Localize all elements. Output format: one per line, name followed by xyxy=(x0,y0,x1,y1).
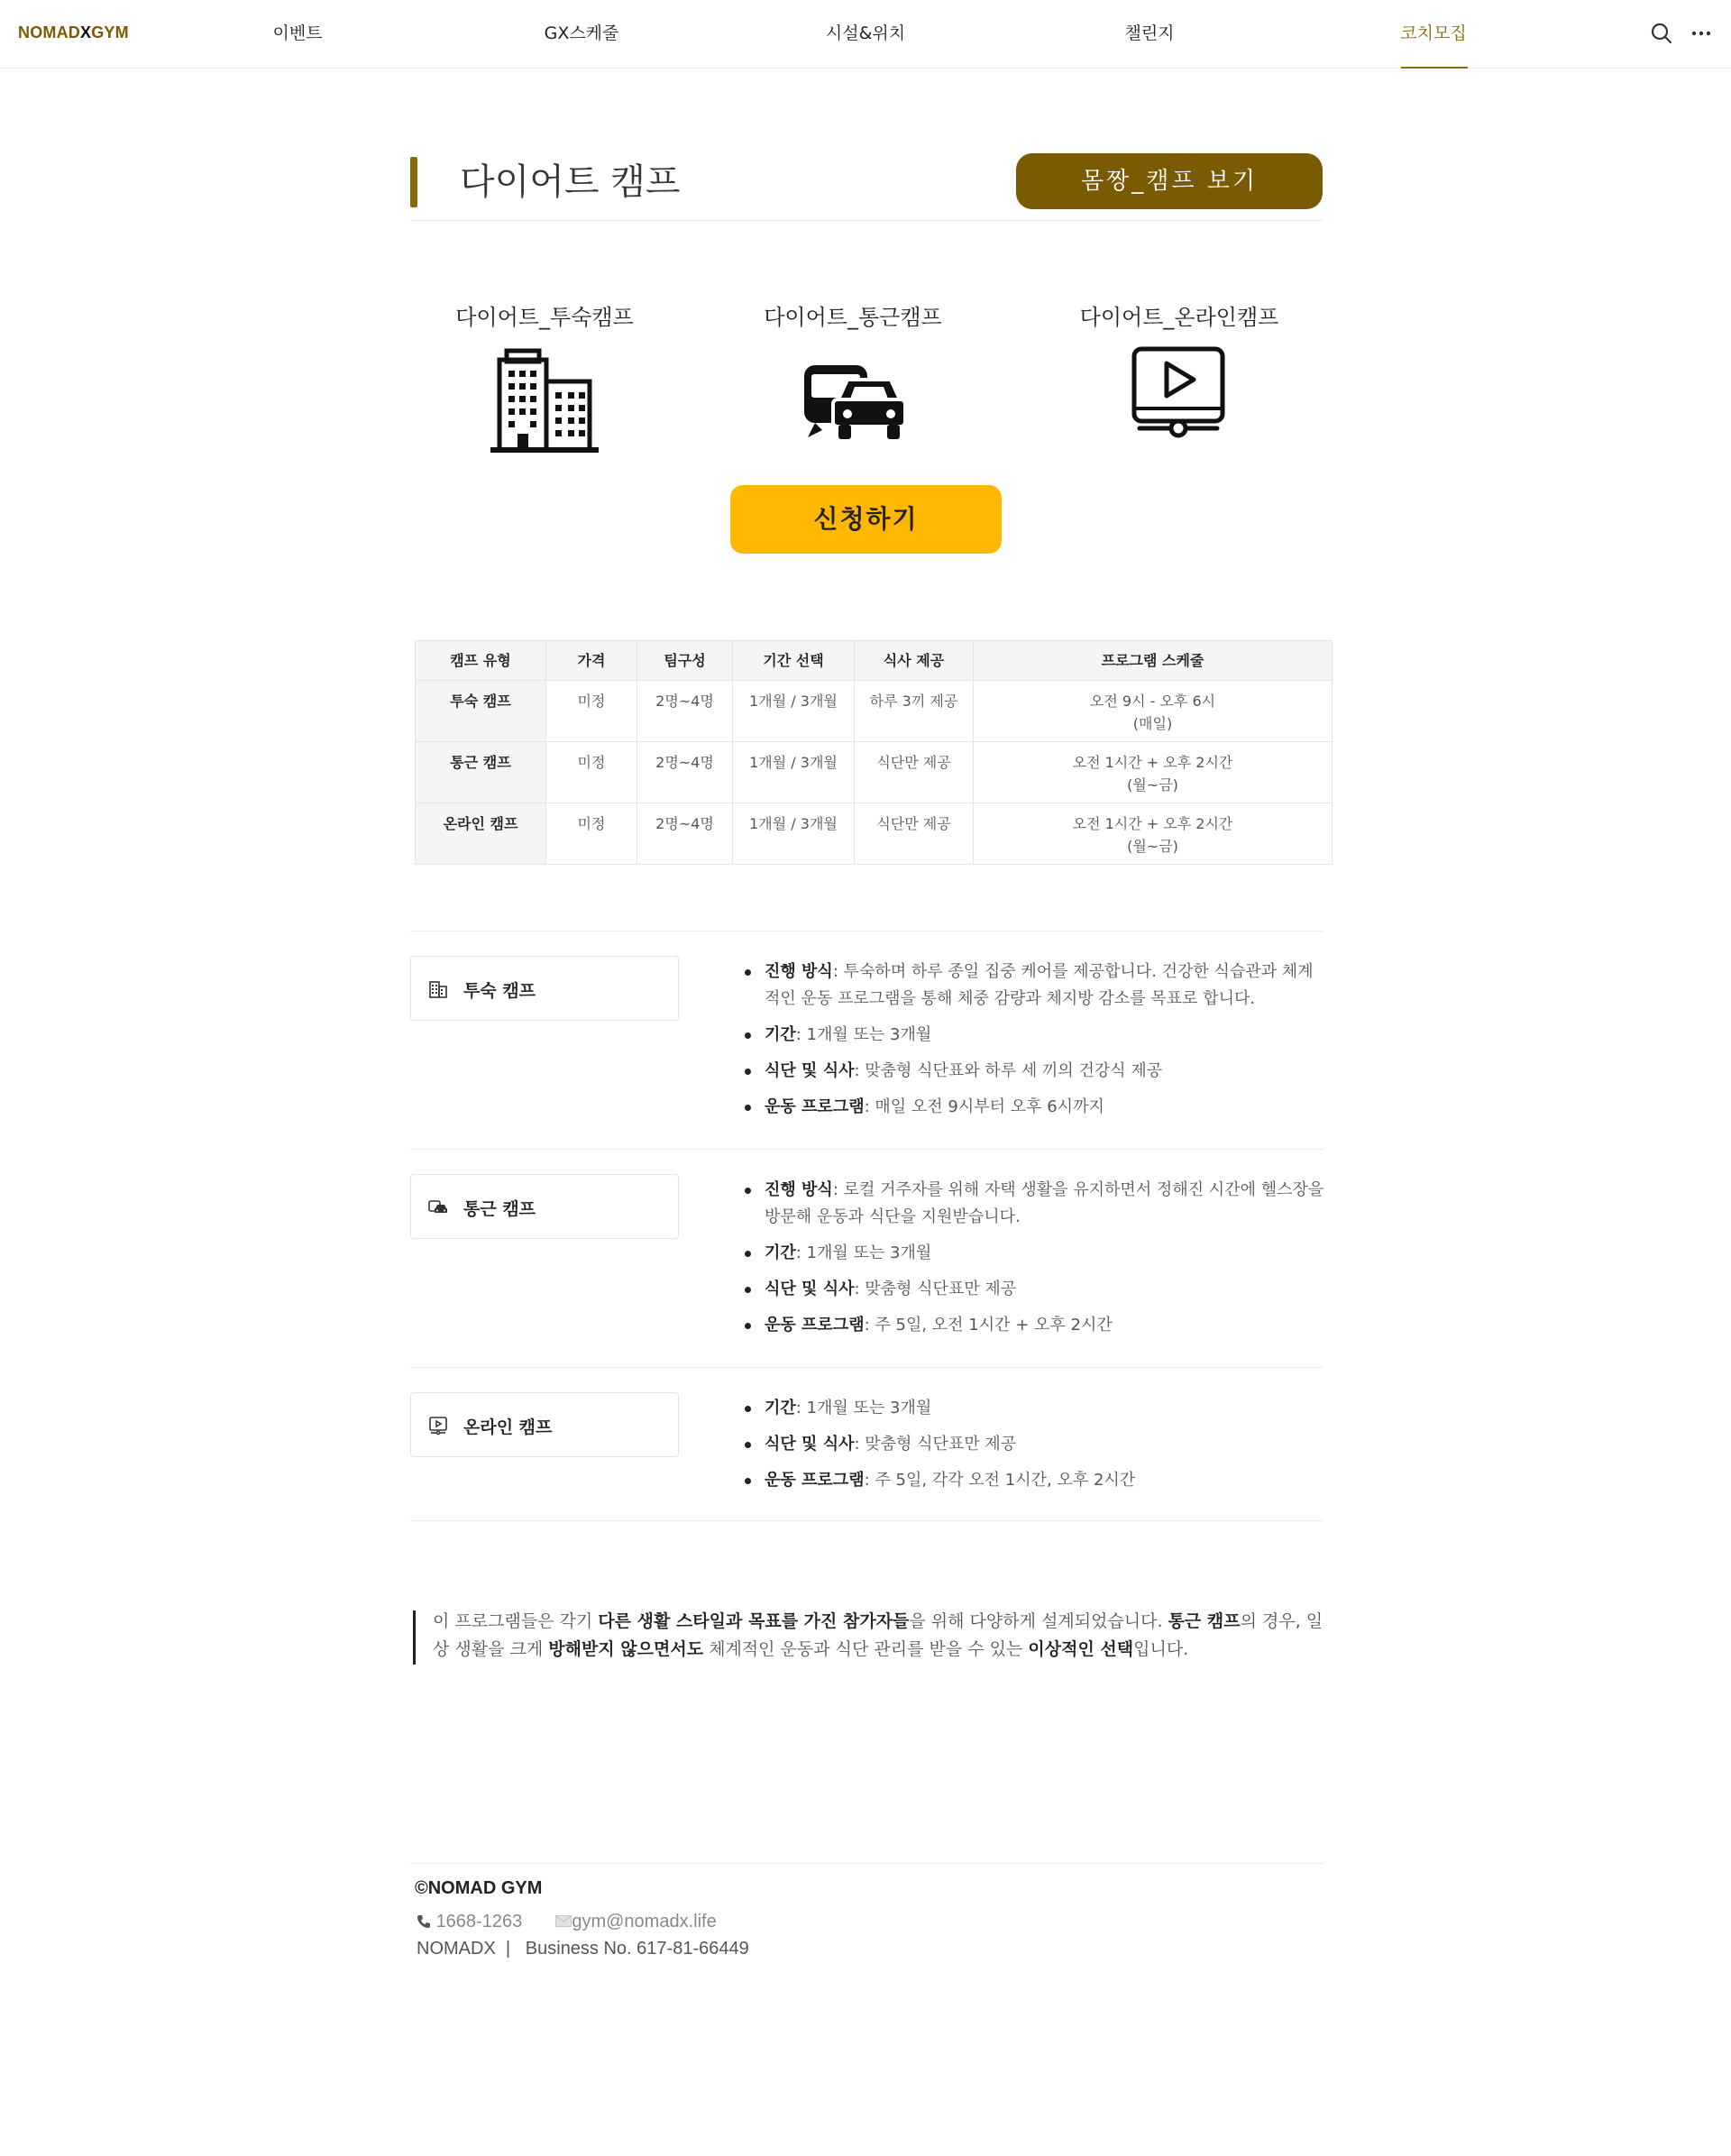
mail-icon xyxy=(555,1915,572,1927)
list-item xyxy=(741,959,1327,1013)
table-header: 캠프 유형 xyxy=(416,641,546,681)
section-divider xyxy=(410,1367,1323,1368)
schedule-line: 오전 1시간 + 오후 2시간 xyxy=(1072,754,1233,771)
active-tab-indicator xyxy=(1401,67,1468,69)
nav-label: GX스케줄 xyxy=(544,23,619,43)
table-cell xyxy=(974,681,1333,742)
table-cell: 통근 캠프 xyxy=(416,742,546,803)
section-divider xyxy=(410,1149,1323,1150)
list-item xyxy=(741,1240,1327,1267)
logo[interactable] xyxy=(18,23,129,42)
table-cell: 온라인 캠프 xyxy=(416,803,546,865)
item-value: : 맞춤형 식단표만 제공 xyxy=(854,1435,1017,1454)
table-header: 식사 제공 xyxy=(855,641,974,681)
nav-gx-schedule[interactable] xyxy=(446,20,717,69)
building-icon xyxy=(427,978,449,1000)
commute-icon xyxy=(427,1197,449,1218)
nav-coach-recruit[interactable] xyxy=(1298,20,1569,69)
detail-list-online xyxy=(741,1395,1327,1503)
table-cell: 투숙 캠프 xyxy=(416,681,546,742)
nav-facility-location[interactable] xyxy=(730,20,1001,69)
schedule-line: 오전 1시간 + 오후 2시간 xyxy=(1072,815,1233,832)
list-item xyxy=(741,1312,1327,1339)
nav-challenge[interactable] xyxy=(1014,20,1285,69)
item-value: : 맞춤형 식단표만 제공 xyxy=(854,1280,1017,1298)
item-key: 기간 xyxy=(765,1243,796,1262)
detail-toggle-online[interactable] xyxy=(410,1392,679,1457)
section-divider xyxy=(410,1520,1323,1521)
footer-contact xyxy=(417,1912,717,1932)
item-key: 진행 방식 xyxy=(765,962,833,981)
table-cell: 미정 xyxy=(546,681,637,742)
logo-part-gym: GYM xyxy=(91,23,129,41)
online-video-icon xyxy=(427,1415,449,1436)
table-cell: 1개월 / 3개월 xyxy=(733,803,855,865)
detail-toggle-stay[interactable] xyxy=(410,956,679,1021)
camp-card-stay[interactable] xyxy=(409,299,680,455)
list-item xyxy=(741,1177,1327,1231)
apply-button[interactable]: 신청하기 xyxy=(730,485,1002,554)
camp-label: 다이어트_통근캠프 xyxy=(764,305,942,330)
nav-label: 코치모집 xyxy=(1400,23,1467,43)
detail-list-commute xyxy=(741,1177,1327,1348)
logo-part-nomad: NOMAD xyxy=(18,23,80,41)
schedule-line: (월~금) xyxy=(1127,838,1178,855)
quote-bold: 통근 캠프 xyxy=(1168,1611,1241,1631)
table-cell: 미정 xyxy=(546,742,637,803)
table-cell: 식단만 제공 xyxy=(855,803,974,865)
camp-card-online[interactable] xyxy=(1044,299,1314,455)
nav-label: 시설&위치 xyxy=(825,23,906,43)
quote-text: 의 경우, 일상 생활을 크게 xyxy=(433,1611,1323,1659)
list-item xyxy=(741,1022,1327,1049)
top-nav-bar xyxy=(0,0,1731,69)
footer-email[interactable]: gym@nomadx.life xyxy=(572,1912,717,1931)
list-item xyxy=(741,1058,1327,1085)
table-cell: 1개월 / 3개월 xyxy=(733,742,855,803)
table-row xyxy=(416,742,1333,803)
quote-text: 이 프로그램들은 각기 xyxy=(433,1611,599,1631)
detail-box-label: 투숙 캠프 xyxy=(463,981,536,1001)
phone-icon xyxy=(417,1914,431,1929)
camp-comparison-table xyxy=(415,640,1333,865)
title-accent-bar xyxy=(410,157,417,207)
nav-label: 챌린지 xyxy=(1124,23,1175,43)
item-key: 운동 프로그램 xyxy=(765,1097,865,1116)
table-row xyxy=(416,681,1333,742)
quote-bar xyxy=(413,1610,416,1665)
footer-business-number: Business No. 617-81-66449 xyxy=(525,1939,749,1959)
item-value: : 1개월 또는 3개월 xyxy=(795,1399,932,1417)
item-value: : 1개월 또는 3개월 xyxy=(795,1025,932,1044)
camp-label: 다이어트_투숙캠프 xyxy=(455,305,634,330)
list-item xyxy=(741,1431,1327,1458)
item-value: : 주 5일, 각각 오전 1시간, 오후 2시간 xyxy=(864,1471,1136,1490)
table-cell: 식단만 제공 xyxy=(855,742,974,803)
quote-text: 을 위해 다양하게 설계되었습니다. xyxy=(909,1611,1168,1631)
table-cell: 2명~4명 xyxy=(637,803,733,865)
item-key: 식단 및 식사 xyxy=(765,1061,855,1080)
footer-company: NOMADX xyxy=(417,1939,496,1959)
list-item xyxy=(741,1094,1327,1121)
quote-bold: 이상적인 선택 xyxy=(1028,1639,1134,1659)
table-cell xyxy=(974,803,1333,865)
item-key: 진행 방식 xyxy=(765,1180,833,1199)
table-cell: 2명~4명 xyxy=(637,681,733,742)
table-cell: 미정 xyxy=(546,803,637,865)
table-row xyxy=(416,803,1333,865)
footer-copyright: ©NOMAD GYM xyxy=(415,1878,543,1898)
more-icon[interactable] xyxy=(1688,20,1715,47)
item-value: : 맞춤형 식단표와 하루 세 끼의 건강식 제공 xyxy=(854,1061,1163,1080)
item-key: 운동 프로그램 xyxy=(765,1316,865,1335)
quote-bold: 방해받지 않으면서도 xyxy=(548,1639,704,1659)
schedule-line: (월~금) xyxy=(1127,776,1178,794)
table-cell: 1개월 / 3개월 xyxy=(733,681,855,742)
detail-box-label: 온라인 캠프 xyxy=(463,1417,553,1437)
table-cell: 하루 3끼 제공 xyxy=(855,681,974,742)
page-title: 다이어트 캠프 xyxy=(460,161,681,203)
table-cell: 2명~4명 xyxy=(637,742,733,803)
view-momzzang-camp-button[interactable]: 몸짱_캠프 보기 xyxy=(1016,153,1323,209)
item-value: : 1개월 또는 3개월 xyxy=(795,1243,932,1262)
item-value: : 주 5일, 오전 1시간 + 오후 2시간 xyxy=(864,1316,1113,1335)
quote-text: 입니다. xyxy=(1133,1639,1189,1659)
footer-divider xyxy=(410,1863,1323,1864)
detail-list-stay xyxy=(741,959,1327,1130)
list-item xyxy=(741,1395,1327,1422)
title-divider xyxy=(410,220,1323,221)
summary-quote xyxy=(433,1608,1334,1664)
item-key: 운동 프로그램 xyxy=(765,1471,865,1490)
table-header: 프로그램 스케줄 xyxy=(974,641,1333,681)
nav-label: 이벤트 xyxy=(272,23,323,43)
item-value: : 매일 오전 9시부터 오후 6시까지 xyxy=(864,1097,1104,1116)
detail-box-label: 통근 캠프 xyxy=(463,1199,536,1219)
nav-events[interactable] xyxy=(162,20,433,69)
camp-label: 다이어트_온라인캠프 xyxy=(1079,305,1279,330)
table-header-row xyxy=(416,641,1333,681)
online-video-icon xyxy=(1123,344,1235,455)
item-value: : 투숙하며 하루 종일 집중 케어를 제공합니다. 건강한 식습관과 체계적인 운동 프로그램을 통해 체중 감량과 체지방 감소를 목표로 합니다. xyxy=(765,962,1314,1008)
item-key: 기간 xyxy=(765,1025,796,1044)
list-item xyxy=(741,1276,1327,1303)
table-header: 가격 xyxy=(546,641,637,681)
list-item xyxy=(741,1467,1327,1494)
schedule-line: (매일) xyxy=(1132,715,1173,732)
footer-phone[interactable]: 1668-1263 xyxy=(435,1912,523,1931)
item-key: 식단 및 식사 xyxy=(765,1280,855,1298)
table-cell xyxy=(974,742,1333,803)
footer-business: NOMADX | Business No. 617-81-66449 xyxy=(417,1939,749,1959)
detail-toggle-commute[interactable] xyxy=(410,1174,679,1239)
commute-icon xyxy=(797,344,909,455)
table-header: 기간 선택 xyxy=(733,641,855,681)
quote-bold: 다른 생활 스타일과 목표를 가진 참가자들 xyxy=(598,1611,910,1631)
building-icon xyxy=(489,344,600,455)
schedule-line: 오전 9시 - 오후 6시 xyxy=(1089,693,1216,710)
item-key: 기간 xyxy=(765,1399,796,1417)
quote-text: 체계적인 운동과 식단 관리를 받을 수 있는 xyxy=(703,1639,1029,1659)
table-header: 팀구성 xyxy=(637,641,733,681)
item-value: : 로컬 거주자를 위해 자택 생활을 유지하면서 정해진 시간에 헬스장을 방문해 운동과 식단을 지원받습니다. xyxy=(765,1180,1324,1226)
item-key: 식단 및 식사 xyxy=(765,1435,855,1454)
logo-part-x: X xyxy=(80,23,92,41)
search-icon[interactable] xyxy=(1648,20,1675,47)
camp-card-commute[interactable] xyxy=(718,299,988,455)
